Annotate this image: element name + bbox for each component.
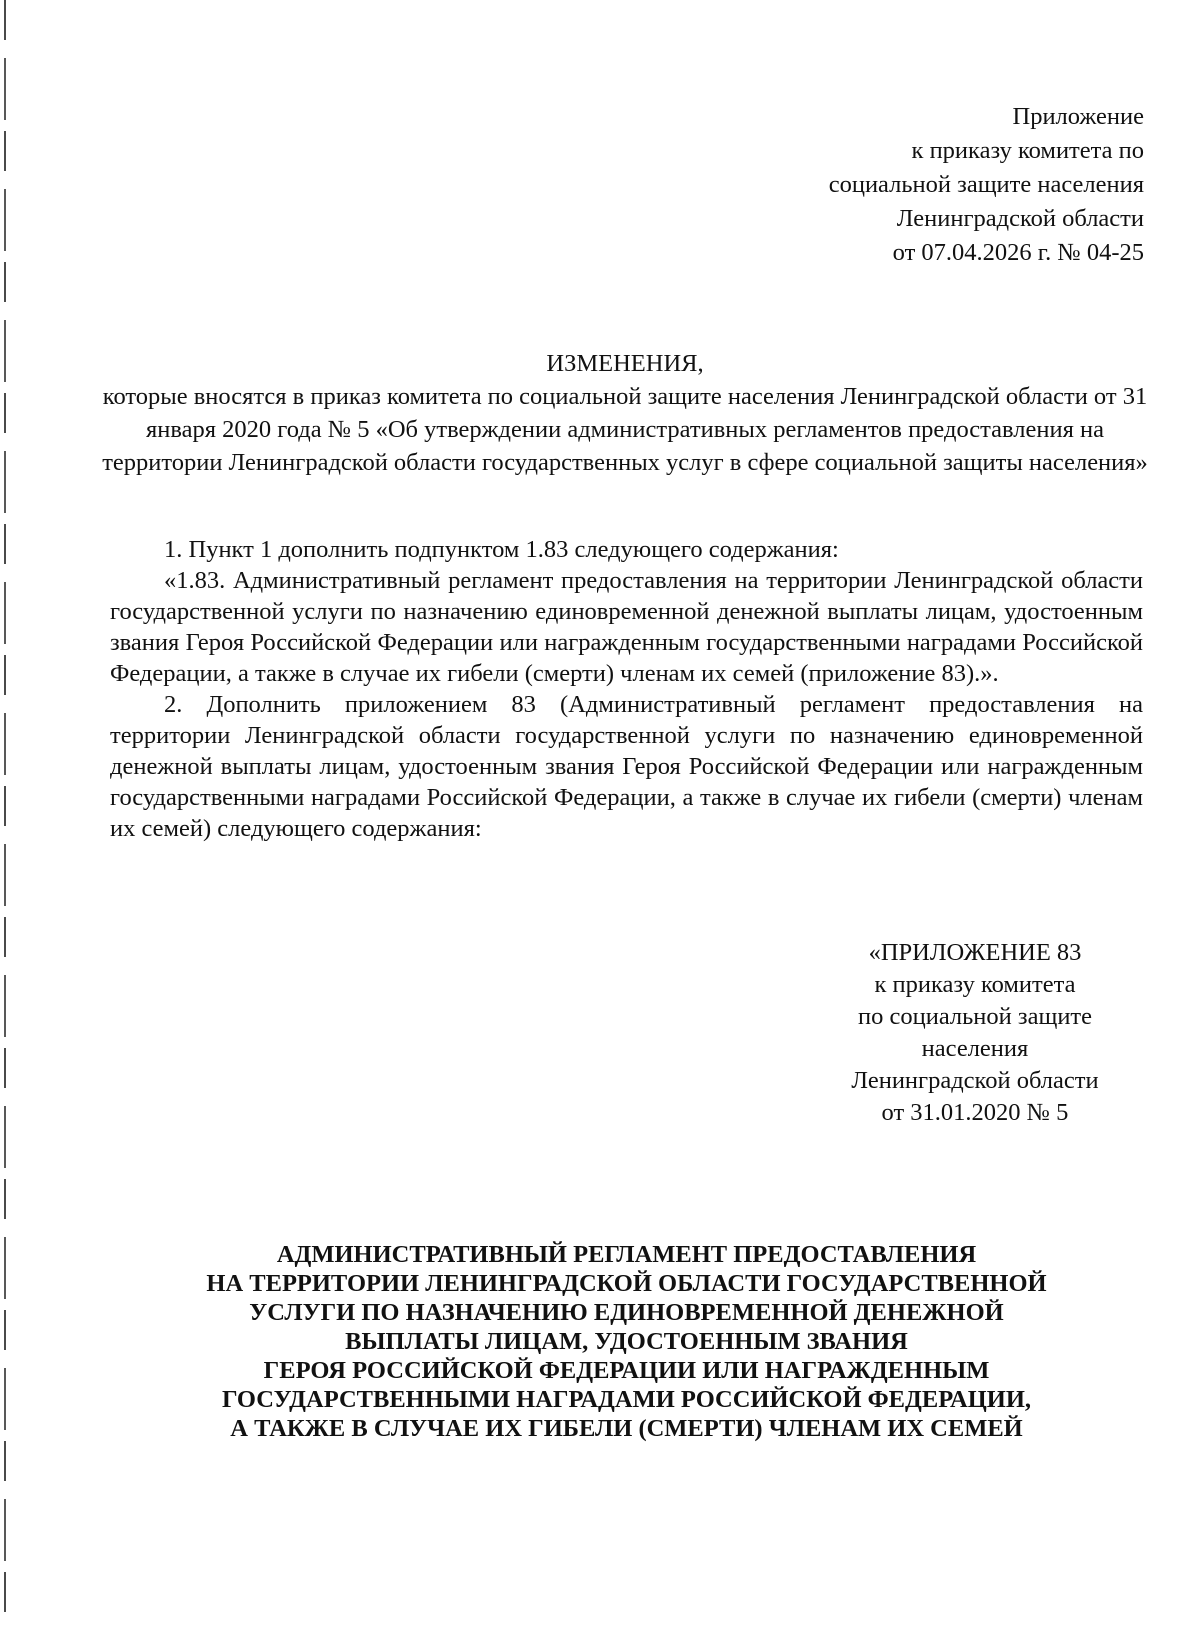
changes-title: ИЗМЕНЕНИЯ, xyxy=(546,350,704,377)
appendix-line: населения xyxy=(921,1035,1029,1062)
approval-line: Ленинградской области xyxy=(896,205,1144,232)
regulation-title-line: ВЫПЛАТЫ ЛИЦАМ, УДОСТОЕННЫМ ЗВАНИЯ xyxy=(345,1328,908,1355)
paragraph-2: 2. Дополнить приложением 83 (Административный регламент предоставления на территории Ленинградской области государственной услуги по назначению единовременной денежной выплаты лицам, удостоенным звания Героя Российской Федерации или награжденным государственными наградами Российской Федерации, а также в случае их гибели (смерти) членам их семей) следующего содержания: xyxy=(110,691,1143,842)
scan-edge-mark xyxy=(4,0,6,1630)
approval-block xyxy=(829,100,1144,270)
approval-line: от 07.04.2026 г. № 04-25 xyxy=(892,239,1144,266)
appendix-line: к приказу комитета xyxy=(874,971,1076,998)
appendix-block xyxy=(820,937,1130,1129)
paragraph-1: 1. Пункт 1 дополнить подпунктом 1.83 следующего содержания: xyxy=(164,536,839,563)
document-body xyxy=(110,534,1143,844)
regulation-title-line: ГЕРОЯ РОССИЙСКОЙ ФЕДЕРАЦИИ ИЛИ НАГРАЖДЕННЫМ xyxy=(263,1357,990,1384)
approval-line: социальной защите населения xyxy=(828,171,1144,198)
appendix-line: «ПРИЛОЖЕНИЕ 83 xyxy=(868,939,1082,966)
regulation-title-line: А ТАКЖЕ В СЛУЧАЕ ИХ ГИБЕЛИ (СМЕРТИ) ЧЛЕНАМ ИХ СЕМЕЙ xyxy=(230,1415,1023,1442)
approval-line: Приложение xyxy=(1012,103,1144,130)
regulation-title xyxy=(110,1240,1143,1443)
appendix-line: по социальной защите xyxy=(857,1003,1093,1030)
approval-line: к приказу комитета по xyxy=(911,137,1144,164)
regulation-title-line: ГОСУДАРСТВЕННЫМИ НАГРАДАМИ РОССИЙСКОЙ ФЕДЕРАЦИИ, xyxy=(221,1386,1032,1413)
appendix-line: от 31.01.2020 № 5 xyxy=(881,1099,1069,1126)
regulation-title-line: АДМИНИСТРАТИВНЫЙ РЕГЛАМЕНТ ПРЕДОСТАВЛЕНИЯ xyxy=(276,1241,977,1268)
changes-subtitle: которые вносятся в приказ комитета по социальной защите населения Ленинградской области от 31 января 2020 года № 5 «Об утверждении административных регламентов предоставления на территории Ленинградской области государственных услуг в сфере социальной защиты населения» xyxy=(102,383,1148,476)
regulation-title-line: НА ТЕРРИТОРИИ ЛЕНИНГРАДСКОЙ ОБЛАСТИ ГОСУДАРСТВЕННОЙ xyxy=(206,1270,1047,1297)
regulation-title-line: УСЛУГИ ПО НАЗНАЧЕНИЮ ЕДИНОВРЕМЕННОЙ ДЕНЕЖНОЙ xyxy=(249,1299,1004,1326)
appendix-line: Ленинградской области xyxy=(851,1067,1099,1094)
paragraph-1-83: «1.83. Административный регламент предоставления на территории Ленинградской области государственной услуги по назначению единовременной денежной выплаты лицам, удостоенным звания Героя Российской Федерации или награжденным государственными наградами Российской Федерации, а также в случае их гибели (смерти) членам их семей (приложение 83).». xyxy=(110,567,1143,687)
